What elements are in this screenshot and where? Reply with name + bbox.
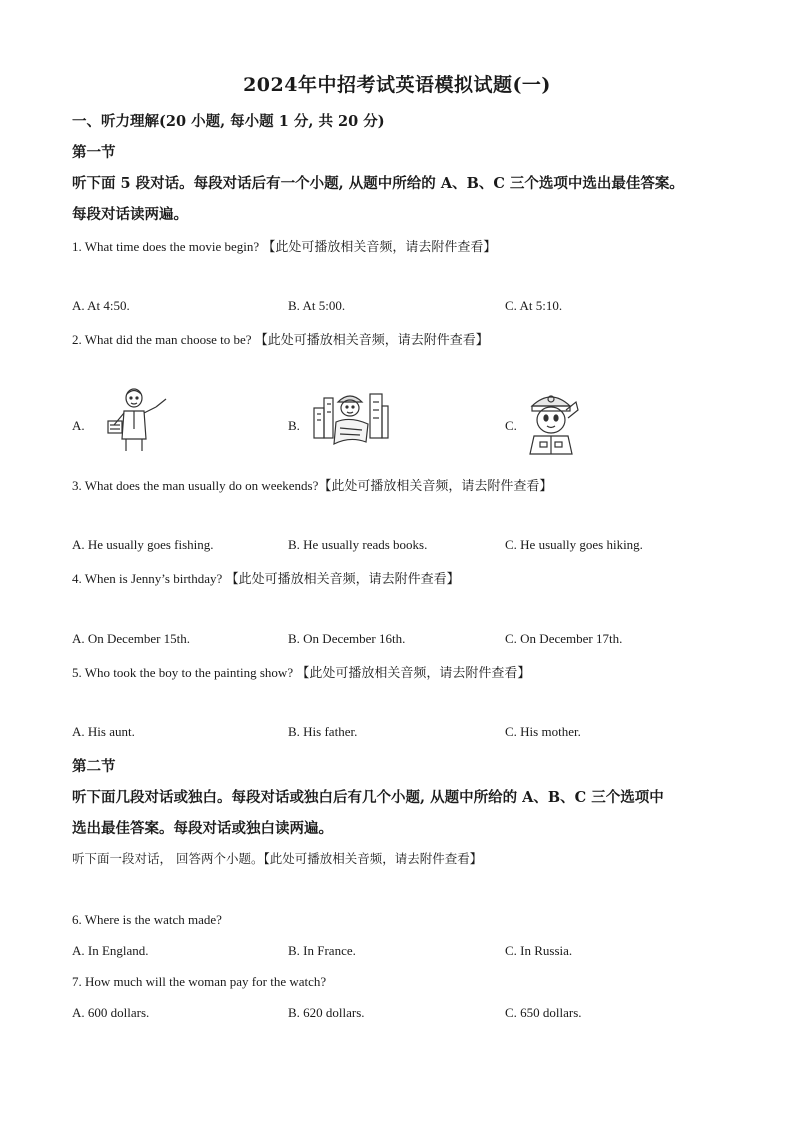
part2-label: 第二节 bbox=[72, 758, 116, 775]
worker-picture bbox=[310, 388, 390, 454]
option-b: B. He usually reads books. bbox=[288, 537, 428, 552]
question-1-options bbox=[72, 298, 732, 316]
question-4: 4. When is Jenny’s birthday? 【此处可播放相关音频，请去附件查看】 bbox=[72, 571, 460, 586]
question-7: 7. How much will the woman pay for the watch? bbox=[72, 974, 327, 989]
question-2: 2. What did the man choose to be? 【此处可播放相关音频，请去附件查看】 bbox=[72, 332, 489, 347]
part2-instruction-line2: 选出最佳答案。每段对话或独白读两遍。 bbox=[72, 820, 333, 837]
option-a: A. 600 dollars. bbox=[72, 1005, 150, 1020]
option-b: B. On December 16th. bbox=[288, 631, 406, 646]
option-a: A. He usually goes fishing. bbox=[72, 537, 214, 552]
teacher-picture bbox=[100, 385, 170, 453]
section-heading: 一、听力理解(20 小题, 每小题 1 分, 共 20 分) bbox=[72, 113, 385, 130]
option-b: B. In France. bbox=[288, 943, 356, 958]
option-c: C. At 5:10. bbox=[505, 298, 563, 313]
option-c: C. He usually goes hiking. bbox=[505, 537, 643, 552]
part1-instruction-line1: 听下面 5 段对话。每段对话后有一个小题, 从题中所给的 A、B、C 三个选项中选出最佳答案。 bbox=[72, 175, 684, 192]
question-3-options bbox=[72, 537, 732, 555]
part2-sub-instruction: 听下面一段对话， 回答两个小题。【此处可播放相关音频，请去附件查看】 bbox=[72, 851, 483, 866]
option-a: A. On December 15th. bbox=[72, 631, 191, 646]
part1-instruction-line2: 每段对话读两遍。 bbox=[72, 206, 188, 223]
question-5-options bbox=[72, 724, 732, 742]
question-6: 6. Where is the watch made? bbox=[72, 912, 222, 927]
option-a: A. In England. bbox=[72, 943, 149, 958]
option-b: B. bbox=[288, 418, 300, 433]
question-7-options bbox=[72, 1005, 732, 1023]
police-picture bbox=[520, 388, 582, 456]
question-4-options bbox=[72, 631, 732, 649]
question-1: 1. What time does the movie begin? 【此处可播放相关音频，请去附件查看】 bbox=[72, 239, 497, 254]
page-title: 2024年中招考试英语模拟试题(一) bbox=[243, 74, 551, 96]
option-a: A. At 4:50. bbox=[72, 298, 130, 313]
option-b: B. 620 dollars. bbox=[288, 1005, 365, 1020]
option-c: C. In Russia. bbox=[505, 943, 573, 958]
option-c: C. 650 dollars. bbox=[505, 1005, 582, 1020]
option-c: C. On December 17th. bbox=[505, 631, 623, 646]
question-3: 3. What does the man usually do on weekends?【此处可播放相关音频，请去附件查看】 bbox=[72, 478, 553, 493]
question-5: 5. Who took the boy to the painting show? 【此处可播放相关音频，请去附件查看】 bbox=[72, 665, 531, 680]
option-c: C. bbox=[505, 418, 517, 433]
option-b: B. His father. bbox=[288, 724, 358, 739]
option-b: B. At 5:00. bbox=[288, 298, 346, 313]
question-6-options bbox=[72, 943, 732, 961]
part1-label: 第一节 bbox=[72, 144, 116, 161]
option-a: A. bbox=[72, 418, 85, 433]
option-c: C. His mother. bbox=[505, 724, 581, 739]
option-a: A. His aunt. bbox=[72, 724, 135, 739]
part2-instruction-line1: 听下面几段对话或独白。每段对话或独白后有几个小题, 从题中所给的 A、B、C 三个选项中 bbox=[72, 789, 664, 806]
